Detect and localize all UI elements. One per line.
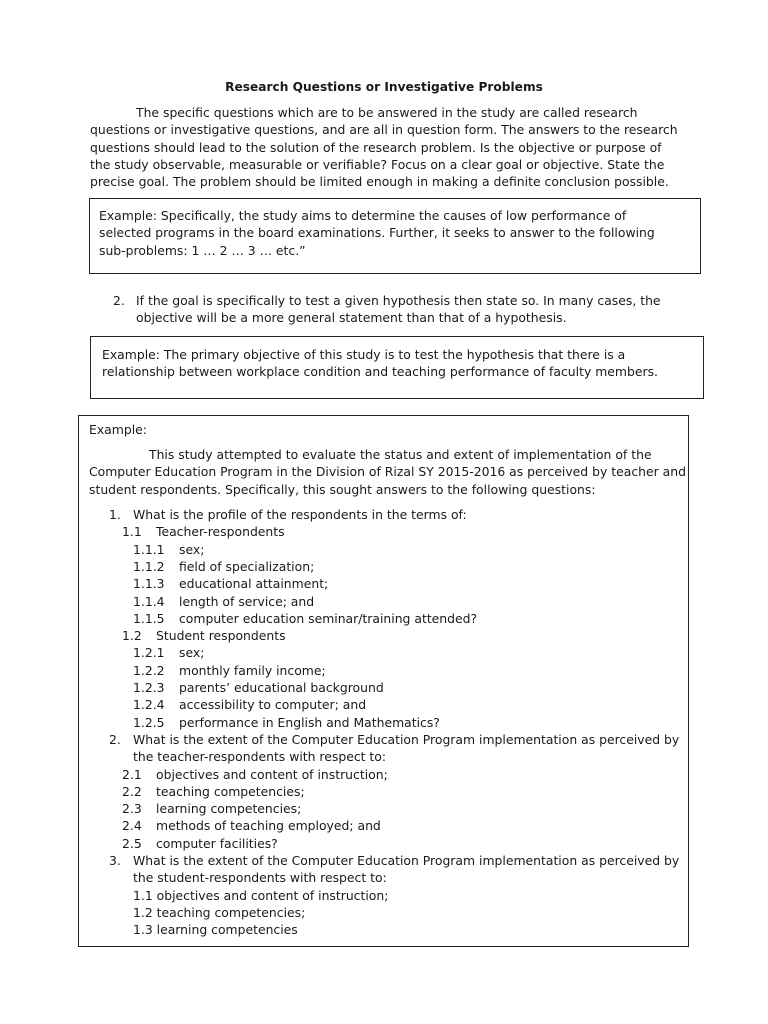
outline-number: 1.2.1 bbox=[133, 645, 165, 661]
intro-line: precise goal. The problem should be limited enough in making a definite conclusion possible. bbox=[90, 174, 669, 190]
outline-text: What is the profile of the respondents in the terms of: bbox=[133, 507, 467, 522]
outline-number: 1.1.3 bbox=[133, 576, 165, 592]
outline-number: 1.1.2 bbox=[133, 558, 165, 574]
example-box-3 bbox=[78, 415, 689, 947]
outline-text: the student-respondents with respect to: bbox=[133, 870, 387, 886]
example-para-line: student respondents. Specifically, this sought answers to the following questions: bbox=[89, 481, 596, 497]
intro-line: questions or investigative questions, and are all in question form. The answers to the research bbox=[90, 122, 678, 138]
outline-text: learning competencies; bbox=[156, 801, 302, 817]
example-line: selected programs in the board examinations. Further, it seeks to answer to the following bbox=[99, 225, 655, 241]
intro-line: questions should lead to the solution of the research problem. Is the objective or purpose of bbox=[90, 139, 662, 155]
example-line: Example: The primary objective of this study is to test the hypothesis that there is a bbox=[102, 347, 626, 362]
outline-text: the teacher-respondents with respect to: bbox=[133, 749, 387, 765]
outline-number: 1.2 bbox=[122, 628, 142, 644]
outline-text: Teacher-respondents bbox=[156, 524, 285, 540]
outline-text: methods of teaching employed; and bbox=[156, 818, 381, 834]
outline-text: length of service; and bbox=[179, 593, 315, 609]
item-line: If the goal is specifically to test a given hypothesis then state so. In many cases, the bbox=[136, 293, 661, 308]
outline-text: educational attainment; bbox=[179, 576, 329, 592]
outline-number: 1.1 bbox=[122, 524, 142, 540]
outline-text: sex; bbox=[179, 541, 205, 557]
intro-line: the study observable, measurable or verifiable? Focus on a clear goal or objective. State the bbox=[90, 156, 665, 172]
outline-number: 1. bbox=[109, 507, 121, 522]
item-number: 2. bbox=[113, 293, 125, 308]
outline-text: What is the extent of the Computer Education Program implementation as perceived by bbox=[133, 853, 680, 868]
outline-text: computer facilities? bbox=[156, 835, 278, 851]
example-box-1 bbox=[89, 198, 701, 274]
outline-number: 1.2.4 bbox=[133, 697, 165, 713]
outline-text: performance in English and Mathematics? bbox=[179, 714, 440, 730]
outline-text: objectives and content of instruction; bbox=[156, 766, 388, 782]
outline-text: parents’ educational background bbox=[179, 680, 384, 695]
example-heading: Example: bbox=[89, 422, 147, 437]
outline-number: 2. bbox=[109, 731, 121, 747]
outline-text: sex; bbox=[179, 645, 205, 661]
outline-text: 1.1 objectives and content of instruction; bbox=[133, 887, 389, 903]
outline-number: 3. bbox=[109, 853, 121, 868]
outline-number: 1.2.5 bbox=[133, 714, 165, 730]
outline-number: 1.2.2 bbox=[133, 662, 165, 678]
intro-line: The specific questions which are to be answered in the study are called research bbox=[136, 105, 638, 120]
outline-text: 1.3 learning competencies bbox=[133, 922, 298, 938]
outline-text: field of specialization; bbox=[179, 558, 315, 574]
outline-number: 1.1.1 bbox=[133, 541, 165, 557]
outline-number: 2.3 bbox=[122, 801, 142, 817]
outline-number: 2.5 bbox=[122, 835, 142, 851]
example-line: Example: Specifically, the study aims to determine the causes of low performance of bbox=[99, 208, 627, 223]
example-box-2 bbox=[90, 336, 704, 399]
outline-text: Student respondents bbox=[156, 628, 286, 644]
outline-number: 1.1.4 bbox=[133, 593, 165, 609]
example-line: sub-problems: 1 … 2 … 3 … etc.” bbox=[99, 242, 306, 258]
page-title: Research Questions or Investigative Problems bbox=[225, 80, 543, 94]
outline-number: 1.2.3 bbox=[133, 680, 165, 695]
example-line: relationship between workplace condition and teaching performance of faculty members. bbox=[102, 364, 658, 380]
outline-text: 1.2 teaching competencies; bbox=[133, 904, 306, 920]
outline-number: 2.1 bbox=[122, 766, 142, 782]
example-para-line: Computer Education Program in the Division of Rizal SY 2015-2016 as perceived by teacher and bbox=[89, 464, 686, 480]
outline-text: computer education seminar/training attended? bbox=[179, 610, 478, 626]
outline-number: 2.4 bbox=[122, 818, 142, 834]
outline-text: monthly family income; bbox=[179, 662, 326, 678]
outline-number: 1.1.5 bbox=[133, 610, 165, 626]
item-line: objective will be a more general statement than that of a hypothesis. bbox=[136, 310, 567, 326]
example-para-line: This study attempted to evaluate the status and extent of implementation of the bbox=[149, 447, 652, 462]
outline-number: 2.2 bbox=[122, 783, 142, 799]
outline-text: teaching competencies; bbox=[156, 783, 305, 799]
outline-text: accessibility to computer; and bbox=[179, 697, 367, 713]
outline-text: What is the extent of the Computer Education Program implementation as perceived by bbox=[133, 731, 680, 747]
